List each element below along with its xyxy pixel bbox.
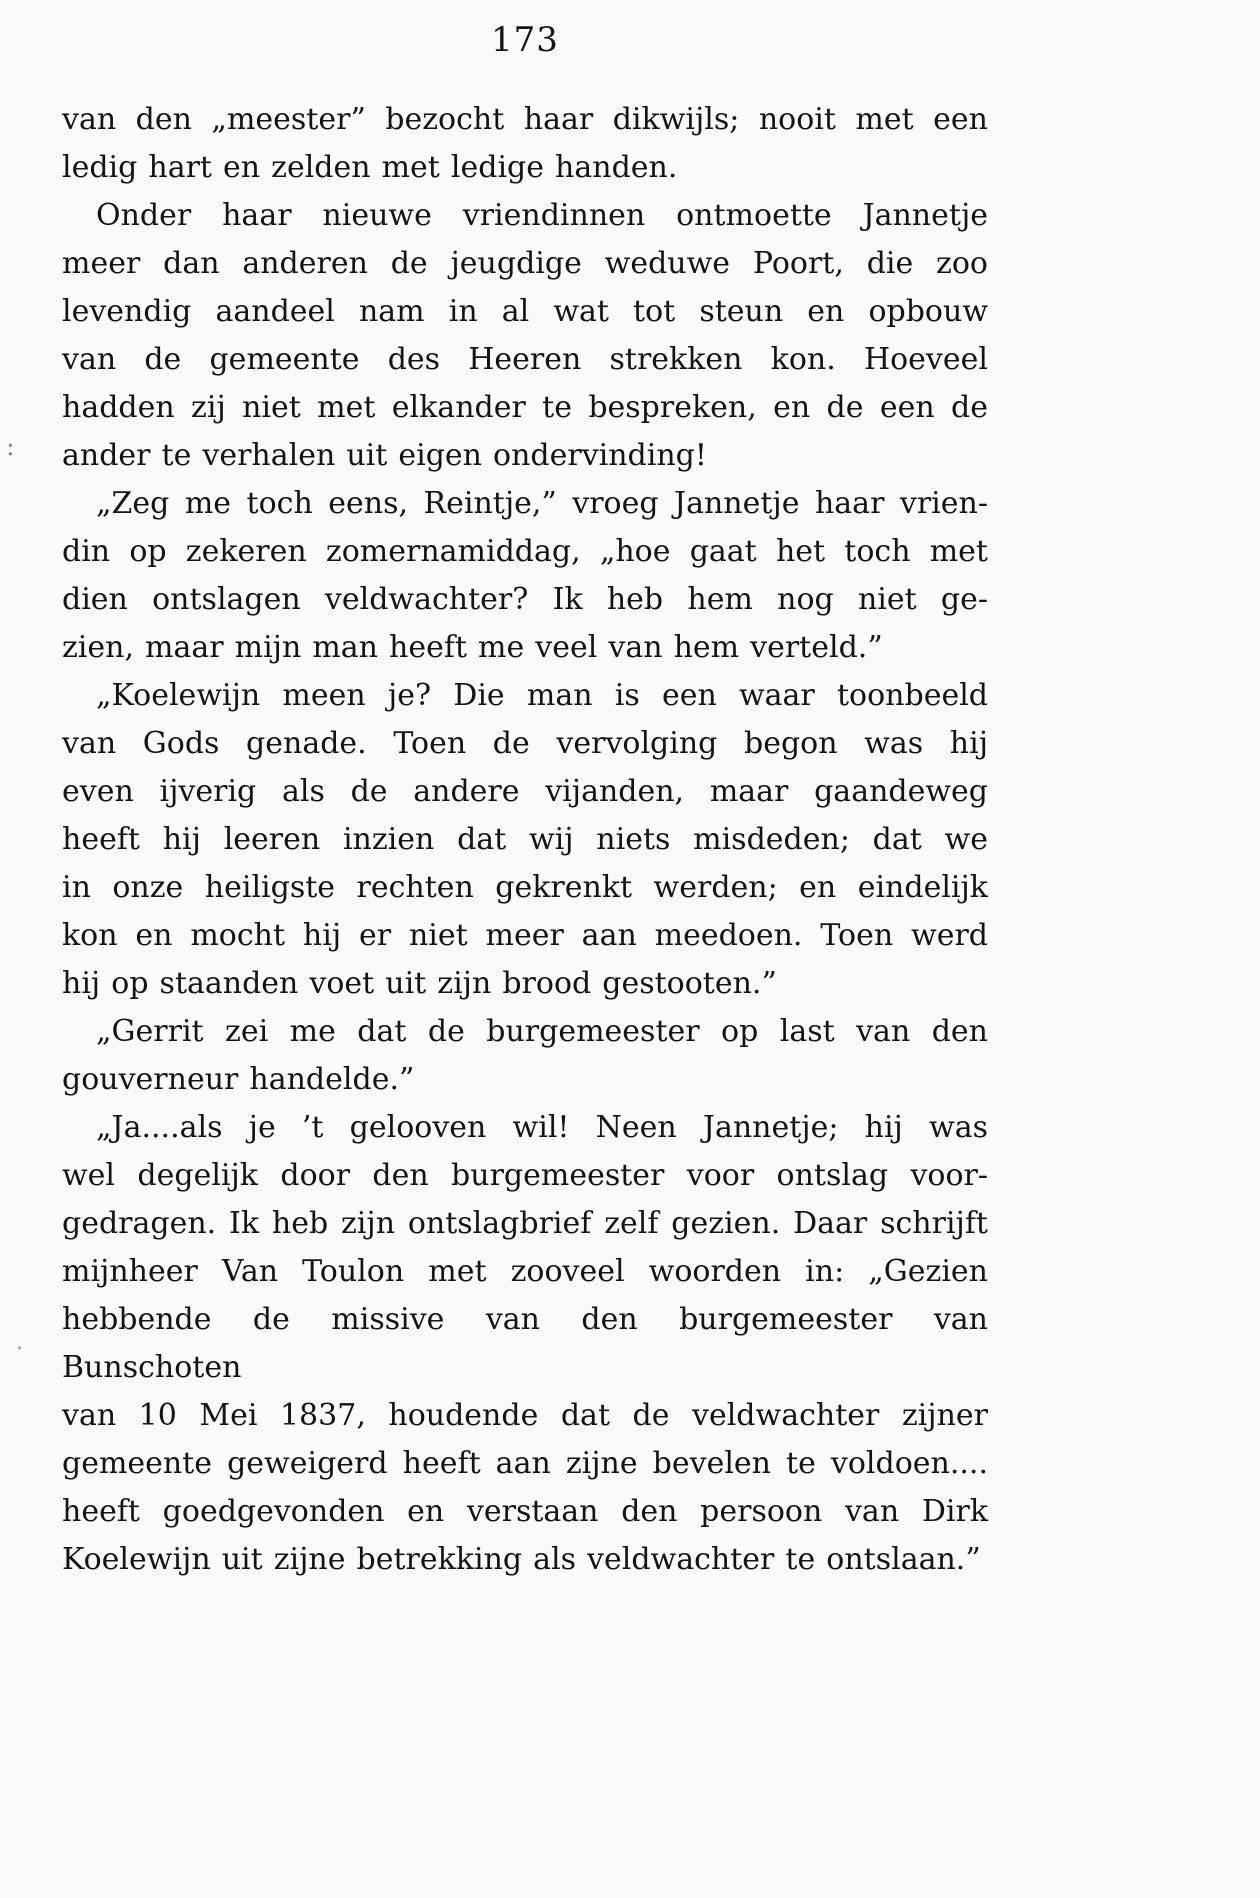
text-line: din op zekeren zomernamiddag, „hoe gaat het toch met: [62, 534, 988, 569]
text-line: dien ontslagen veldwachter? Ik heb hem nog niet ge-: [62, 582, 988, 617]
paragraph: [62, 672, 988, 1008]
text-line: zien, maar mijn man heeft me veel van hem verteld.”: [62, 630, 883, 665]
paragraph: [62, 480, 988, 672]
text-line: „Ja....als je ’t gelooven wil! Neen Jannetje; hij was: [96, 1110, 988, 1145]
text-line: hij op staanden voet uit zijn brood gestooten.”: [62, 966, 777, 1001]
scan-artifact-mark: :: [6, 432, 15, 462]
paragraph: [62, 192, 988, 480]
text-line: gouverneur handelde.”: [62, 1062, 415, 1097]
text-line: ledig hart en zelden met ledige handen.: [62, 150, 678, 185]
text-line: „Koelewijn meen je? Die man is een waar toonbeeld: [96, 678, 988, 713]
text-line: heeft hij leeren inzien dat wij niets misdeden; dat we: [62, 822, 988, 857]
text-line: gemeente geweigerd heeft aan zijne bevelen te voldoen....: [62, 1446, 988, 1481]
text-line: van den „meester” bezocht haar dikwijls; nooit met een: [62, 102, 988, 137]
page-number: 173: [491, 20, 559, 60]
text-line: hebbende de missive van den burgemeester van Bunschoten: [62, 1302, 988, 1385]
text-line: van Gods genade. Toen de vervolging begon was hij: [62, 726, 988, 761]
text-line: ander te verhalen uit eigen ondervinding!: [62, 438, 707, 473]
text-block: [62, 96, 988, 1584]
text-line: in onze heiligste rechten gekrenkt werden; en eindelijk: [62, 870, 988, 905]
paragraph: [62, 1008, 988, 1104]
text-line: kon en mocht hij er niet meer aan meedoen. Toen werd: [62, 918, 988, 953]
text-line: levendig aandeel nam in al wat tot steun en opbouw: [62, 294, 988, 329]
text-line: van 10 Mei 1837, houdende dat de veldwachter zijner: [62, 1398, 988, 1433]
text-line: wel degelijk door den burgemeester voor ontslag voor-: [62, 1158, 988, 1193]
text-line: „Zeg me toch eens, Reintje,” vroeg Jannetje haar vrien-: [96, 486, 988, 521]
scan-artifact-mark: .: [16, 1330, 23, 1355]
text-line: Onder haar nieuwe vriendinnen ontmoette Jannetje: [96, 198, 988, 233]
paragraph: [62, 1104, 988, 1584]
text-line: van de gemeente des Heeren strekken kon. Hoeveel: [62, 342, 988, 377]
text-line: hadden zij niet met elkander te bespreken, en de een de: [62, 390, 988, 425]
text-line: even ijverig als de andere vijanden, maar gaandeweg: [62, 774, 988, 809]
text-line: mijnheer Van Toulon met zooveel woorden in: „Gezien: [62, 1254, 988, 1289]
text-line: „Gerrit zei me dat de burgemeester op last van den: [96, 1014, 988, 1049]
text-line: gedragen. Ik heb zijn ontslagbrief zelf gezien. Daar schrijft: [62, 1206, 988, 1241]
text-line: meer dan anderen de jeugdige weduwe Poort, die zoo: [62, 246, 988, 281]
paragraph: [62, 96, 988, 192]
text-line: heeft goedgevonden en verstaan den persoon van Dirk: [62, 1494, 988, 1529]
text-line: Koelewijn uit zijne betrekking als veldwachter te ontslaan.”: [62, 1542, 981, 1577]
